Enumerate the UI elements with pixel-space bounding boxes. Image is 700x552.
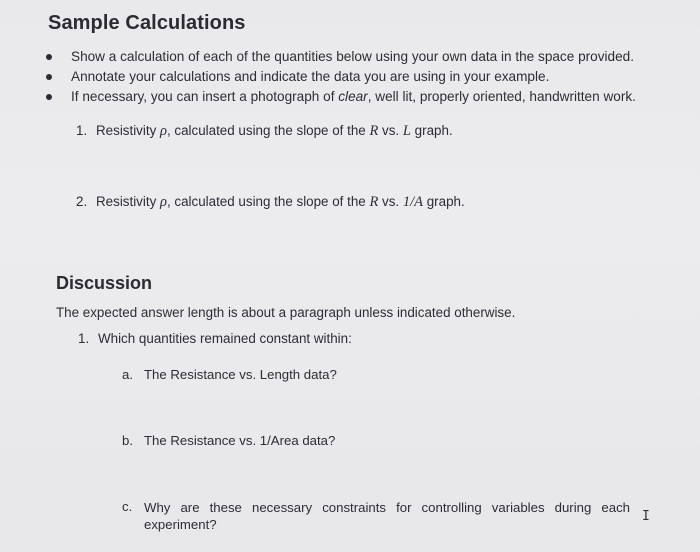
subitem-text: The Resistance vs. 1/Area data? xyxy=(144,433,336,448)
subitem-c xyxy=(122,499,630,533)
item-number: 2. xyxy=(76,194,88,209)
item-text: , calculated using the slope of the xyxy=(166,123,370,138)
rho-symbol: ρ xyxy=(160,123,167,139)
instruction-text: Show a calculation of each of the quantities below using your own data in the space provided. xyxy=(71,49,634,64)
subitem-text: Why are these necessary constraints for controlling variables during each experiment? xyxy=(144,500,630,532)
discussion-question-1 xyxy=(78,331,352,346)
discussion-heading: Discussion xyxy=(56,273,153,293)
instruction-item xyxy=(44,47,636,67)
instruction-item xyxy=(44,87,636,107)
item-number: 1. xyxy=(76,123,88,138)
subitem-b xyxy=(122,433,335,448)
text-cursor-icon: I xyxy=(642,509,650,524)
bullet-icon xyxy=(46,54,52,60)
instruction-item xyxy=(44,67,636,87)
question-number: 1. xyxy=(78,331,90,346)
item-text: graph. xyxy=(410,123,453,138)
subitem-text: The Resistance vs. Length data? xyxy=(144,367,337,382)
rho-symbol: ρ xyxy=(160,194,167,210)
discussion-intro: The expected answer length is about a paragraph unless indicated otherwise. xyxy=(56,305,516,320)
item-text: , calculated using the slope of the xyxy=(166,194,370,209)
item-text: vs. xyxy=(378,123,403,138)
subitem-a xyxy=(122,367,337,382)
sample-calculations-heading: Sample Calculations xyxy=(48,12,246,34)
item-text: vs. xyxy=(378,194,403,209)
subitem-letter: c. xyxy=(122,499,133,514)
instruction-text: If necessary, you can insert a photograph of clear, well lit, properly oriented, handwritten work. xyxy=(71,89,636,104)
bullet-icon xyxy=(46,74,52,80)
item-text: Resistivity xyxy=(96,194,160,209)
instructions-list xyxy=(44,47,636,107)
calculation-item-1 xyxy=(76,123,453,140)
subitem-letter: b. xyxy=(122,433,133,448)
emphasis-clear: clear xyxy=(338,89,368,104)
subitem-letter: a. xyxy=(122,367,133,382)
variable-r: R xyxy=(369,123,379,139)
item-text: Resistivity xyxy=(96,123,160,138)
item-text: graph. xyxy=(423,194,465,209)
variable-inverse-a: 1/A xyxy=(402,194,424,210)
instruction-text: Annotate your calculations and indicate the data you are using in your example. xyxy=(71,69,550,84)
calculation-item-2 xyxy=(76,194,465,211)
bullet-icon xyxy=(46,94,52,100)
question-text: Which quantities remained constant within: xyxy=(98,331,352,346)
variable-l: L xyxy=(402,123,411,139)
variable-r: R xyxy=(369,194,379,210)
